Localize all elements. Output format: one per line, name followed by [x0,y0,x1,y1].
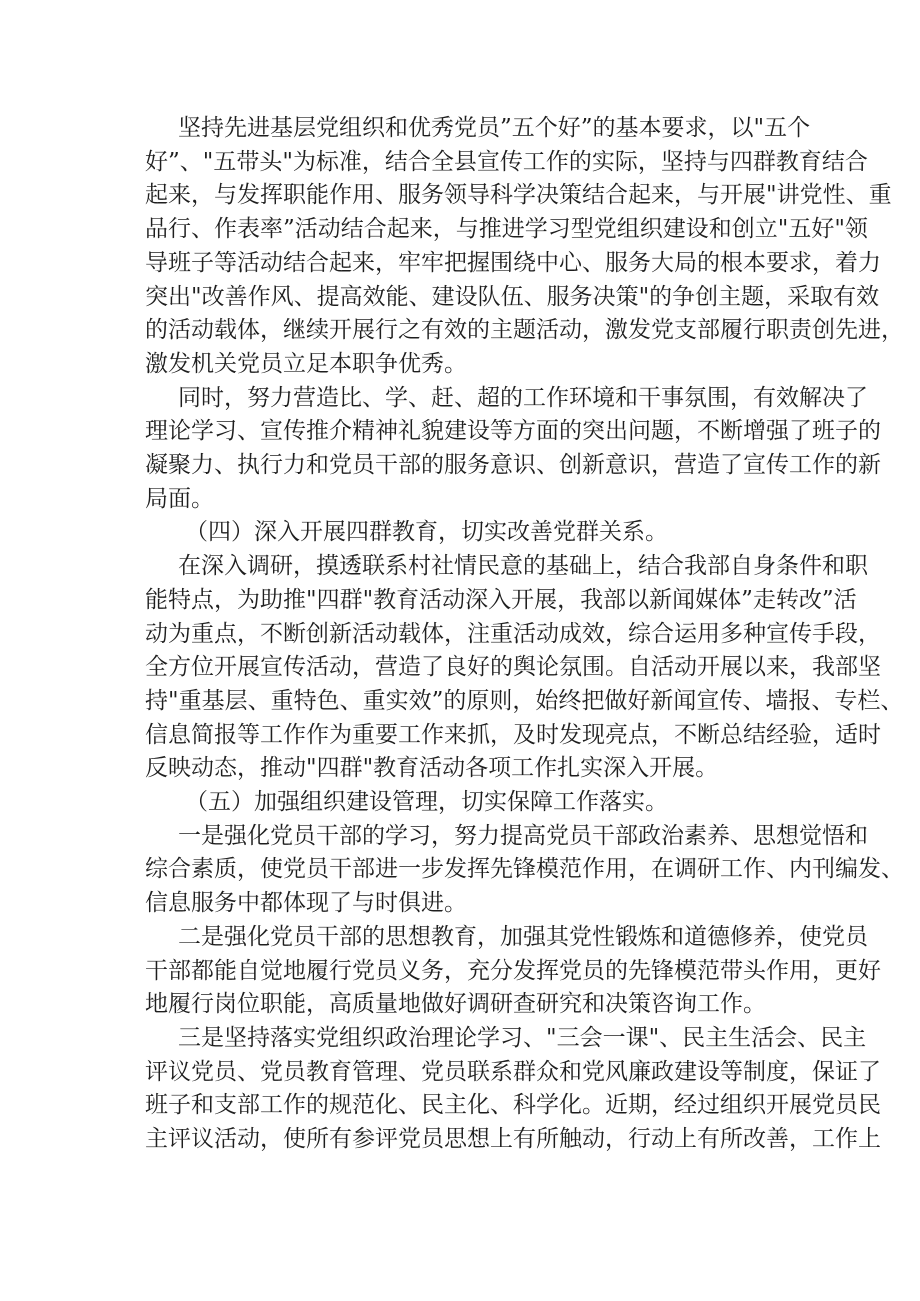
paragraph-line: 在深入调研，摸透联系村社情民意的基础上，结合我部自身条件和职 [178,553,868,580]
paragraph-line: 起来，与发挥职能作用、服务领导科学决策结合起来，与开展"讲党性、重 [145,182,892,209]
section-heading: （四）深入开展四群教育，切实改善党群关系。 [185,519,668,546]
paragraph-line: 综合素质，使党员干部进一步发挥先锋模范作用，在调研工作、内刊编发、 [145,856,904,883]
paragraph-line: 动为重点，不断创新活动载体，注重活动成效，综合运用多种宣传手段， [145,620,881,647]
section-heading: （五）加强组织建设管理，切实保障工作落实。 [185,789,668,815]
paragraph-line: 突出"改善作风、提高效能、建设队伍、服务决策"的争创主题，采取有效 [145,283,880,310]
paragraph-line: 导班子等活动结合起来，牢牢把握围绕中心、服务大局的根本要求，着力 [145,249,881,276]
paragraph-line: 一是强化党员干部的学习，努力提高党员干部政治素养、思想觉悟和 [178,822,868,849]
paragraph-line: 主评议活动，使所有参评党员思想上有所触动，行动上有所改善，工作上 [145,1126,881,1152]
paragraph-line: 的活动载体，继续开展行之有效的主题活动，激发党支部履行职责创先进， [145,317,904,344]
paragraph-line: 三是坚持落实党组织政治理论学习、"三会一课"、民主生活会、民主 [178,1024,867,1051]
paragraph-line: 坚持先进基层党组织和优秀党员”五个好”的基本要求，以"五个 [178,115,811,141]
paragraph-line: 全方位开展宣传活动，营造了良好的舆论氛围。自活动开展以来，我部坚 [145,654,881,681]
paragraph-line: 局面。 [145,485,214,512]
paragraph-line: 能特点，为助推"四群"教育活动深入开展，我部以新闻媒体”走转改”活 [145,586,857,613]
paragraph-line: 班子和支部工作的规范化、民主化、科学化。近期，经过组织开展党员民 [145,1092,881,1119]
paragraph-line: 反映动态，推动"四群"教育活动各项工作扎实深入开展。 [145,755,719,782]
paragraph-line: 好”、"五带头"为标准，结合全县宣传工作的实际，坚持与四群教育结合 [145,148,868,175]
paragraph-line: 同时，努力营造比、学、赶、超的工作环境和干事氛围，有效解决了 [178,384,868,411]
paragraph-line: 凝聚力、执行力和党员干部的服务意识、创新意识，营造了宣传工作的新 [145,452,881,478]
paragraph-line: 二是强化党员干部的思想教育，加强其党性锻炼和道德修养，使党员 [178,923,868,950]
paragraph-line: 持"重基层、重特色、重实效”的原则，始终把做好新闻宣传、墙报、专栏、 [145,687,904,714]
paragraph-line: 信息服务中都体现了与时俱进。 [145,890,467,917]
paragraph-line: 理论学习、宣传推介精神礼貌建设等方面的突出问题，不断增强了班子的 [145,418,881,445]
paragraph-line: 信息简报等工作作为重要工作来抓，及时发现亮点，不断总结经验，适时 [145,721,881,748]
paragraph-line: 评议党员、党员教育管理、党员联系群众和党风廉政建设等制度，保证了 [145,1058,881,1085]
paragraph-line: 地履行岗位职能，高质量地做好调研查研究和决策咨询工作。 [145,991,766,1018]
paragraph-line: 激发机关党员立足本职争优秀。 [145,350,467,377]
paragraph-line: 干部都能自觉地履行党员义务，充分发挥党员的先锋模范带头作用，更好 [145,957,881,984]
paragraph-line: 品行、作表率”活动结合起来，与推进学习型党组织建设和创立"五好"领 [145,216,868,243]
